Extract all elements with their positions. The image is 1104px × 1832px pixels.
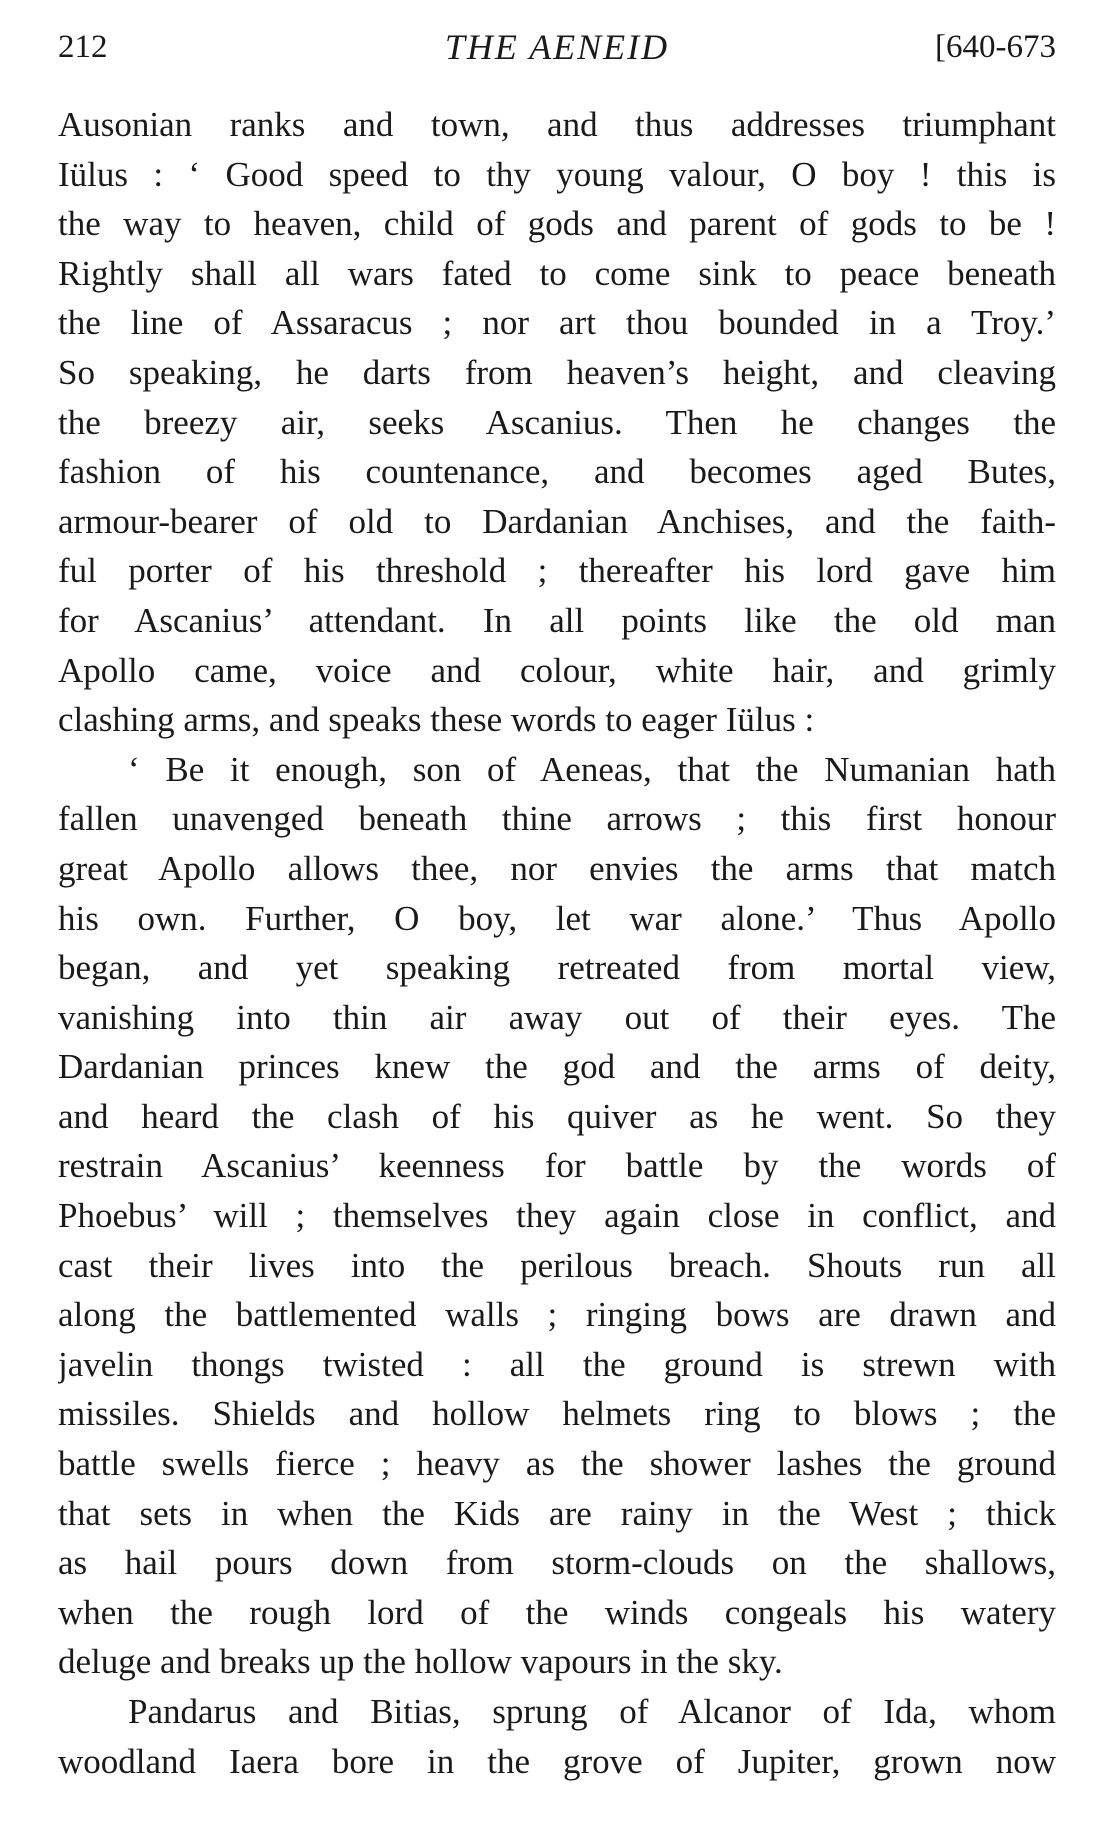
text-line: as hail pours down from storm-clouds on the shallows, <box>58 1543 1056 1583</box>
text-line: Ausonian ranks and town, and thus addresses triumphant <box>58 105 1056 144</box>
text-line: javelin thongs twisted : all the ground is strewn with <box>58 1344 1056 1384</box>
text-line: missiles. Shields and hollow helmets ring to blows ; the <box>58 1394 1056 1434</box>
page-header <box>58 22 1056 72</box>
text-line: battle swells fierce ; heavy as the shower lashes the ground <box>58 1444 1056 1484</box>
line-range: [640-673 <box>935 29 1056 65</box>
text-line: armour-bearer of old to Dardanian Anchises, and the faith- <box>58 501 1056 541</box>
text-line: great Apollo allows thee, nor envies the arms that match <box>58 848 1056 888</box>
text-line: Pandarus and Bitias, sprung of Alcanor of Ida, whom <box>128 1692 1056 1731</box>
text-line: Phoebus’ will ; themselves they again close in conflict, and <box>58 1196 1056 1236</box>
body-text <box>58 100 1056 1786</box>
page-number: 212 <box>58 29 108 65</box>
paragraph <box>58 100 1056 745</box>
text-line: deluge and breaks up the hollow vapours in the sky. <box>58 1642 783 1682</box>
text-line: for Ascanius’ attendant. In all points like the old man <box>58 600 1056 640</box>
text-line: that sets in when the Kids are rainy in the West ; thick <box>58 1493 1056 1533</box>
paragraph <box>58 745 1056 1687</box>
text-line: the way to heaven, child of gods and parent of gods to be ! <box>58 204 1056 244</box>
text-line: and heard the clash of his quiver as he went. So they <box>58 1096 1056 1136</box>
text-line: Apollo came, voice and colour, white hair, and grimly <box>58 650 1056 690</box>
text-line: ful porter of his threshold ; thereafter his lord gave him <box>58 551 1056 591</box>
text-line: along the battlemented walls ; ringing bows are drawn and <box>58 1295 1056 1335</box>
text-line: cast their lives into the perilous breach. Shouts run all <box>58 1245 1056 1285</box>
text-line: Rightly shall all wars fated to come sink to peace beneath <box>58 253 1056 293</box>
text-line: the line of Assaracus ; nor art thou bounded in a Troy.’ <box>58 303 1056 343</box>
text-line: Iülus : ‘ Good speed to thy young valour, O boy ! this is <box>58 154 1056 194</box>
text-line: woodland Iaera bore in the grove of Jupiter, grown now <box>58 1741 1056 1781</box>
text-line: vanishing into thin air away out of their eyes. The <box>58 997 1056 1037</box>
text-line: Dardanian princes knew the god and the arms of deity, <box>58 1047 1056 1087</box>
text-line: clashing arms, and speaks these words to eager Iülus : <box>58 700 815 740</box>
text-line: So speaking, he darts from heaven’s height, and cleaving <box>58 352 1056 392</box>
running-title: THE AENEID <box>444 27 670 67</box>
text-line: his own. Further, O boy, let war alone.’ Thus Apollo <box>58 898 1056 938</box>
text-line: restrain Ascanius’ keenness for battle by the words of <box>58 1146 1056 1186</box>
text-line: fashion of his countenance, and becomes aged Butes, <box>58 452 1056 492</box>
text-line: when the rough lord of the winds congeals his watery <box>58 1592 1056 1632</box>
text-line: the breezy air, seeks Ascanius. Then he changes the <box>58 402 1056 442</box>
text-line: fallen unavenged beneath thine arrows ; this first honour <box>58 799 1056 839</box>
text-line: ‘ Be it enough, son of Aeneas, that the Numanian hath <box>128 749 1056 789</box>
text-line: began, and yet speaking retreated from mortal view, <box>58 948 1056 988</box>
paragraph <box>58 1687 1056 1786</box>
